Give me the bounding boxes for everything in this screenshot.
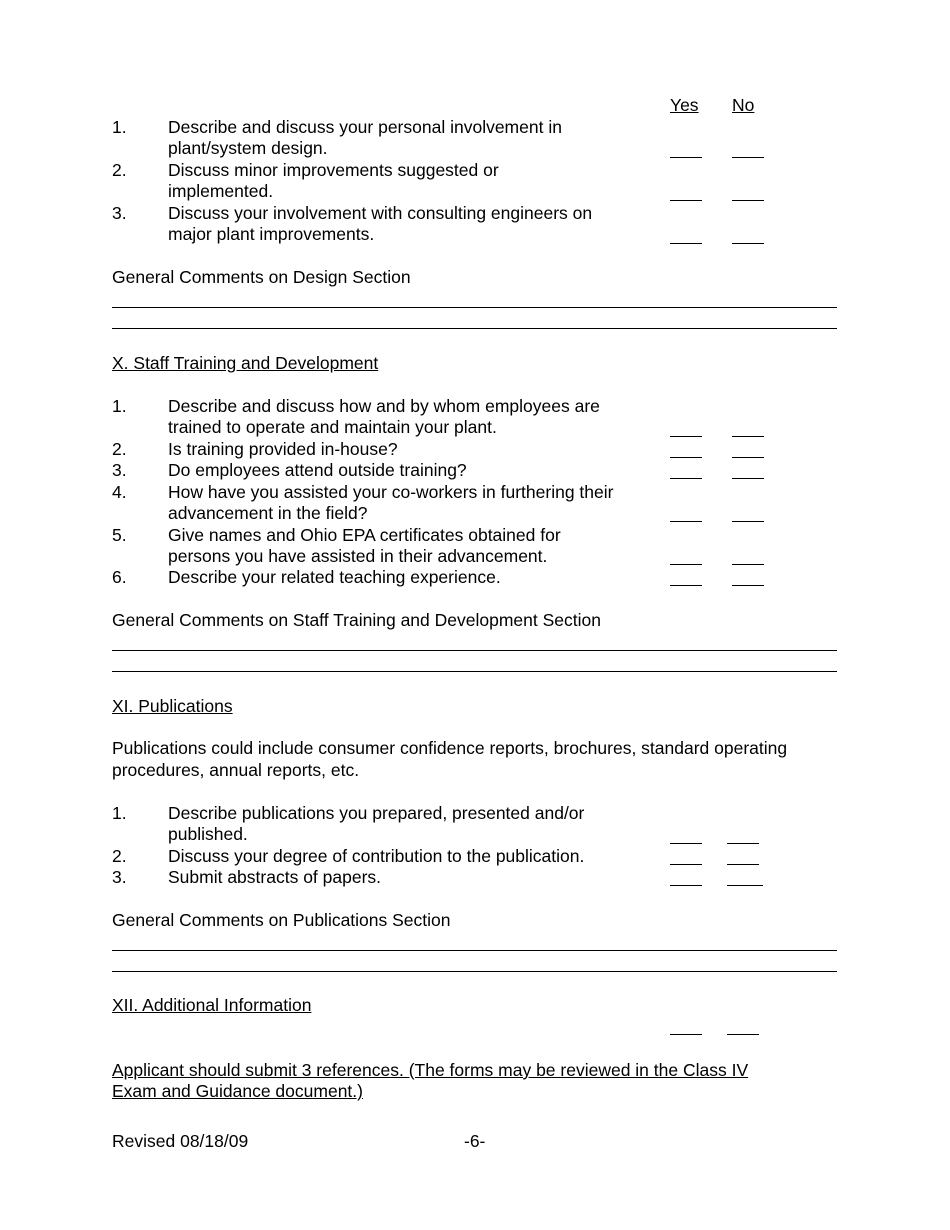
item-number: 1. <box>112 396 127 416</box>
no-answer-blank[interactable] <box>727 1034 759 1035</box>
yes-answer-blank[interactable] <box>670 457 702 458</box>
item-number: 4. <box>112 482 127 502</box>
yes-answer-blank[interactable] <box>670 1034 702 1035</box>
no-answer-blank[interactable] <box>727 843 759 844</box>
no-answer-blank[interactable] <box>727 864 759 865</box>
staff-comment-line-1[interactable] <box>112 650 837 651</box>
item-text: plant/system design. <box>168 138 328 158</box>
item-text: published. <box>168 824 248 844</box>
item-text: Is training provided in-house? <box>168 439 398 459</box>
item-text: Discuss your involvement with consulting engineers on <box>168 203 593 223</box>
yes-answer-blank[interactable] <box>670 564 702 565</box>
staff-comment-line-2[interactable] <box>112 671 837 672</box>
item-number: 3. <box>112 460 127 480</box>
item-number: 6. <box>112 567 127 587</box>
design-comments-label: General Comments on Design Section <box>112 267 411 287</box>
yes-answer-blank[interactable] <box>670 521 702 522</box>
no-answer-blank[interactable] <box>732 585 764 586</box>
yes-answer-blank[interactable] <box>670 885 702 886</box>
staff-training-heading: X. Staff Training and Development <box>112 353 379 373</box>
no-answer-blank[interactable] <box>732 521 764 522</box>
publications-comment-line-1[interactable] <box>112 950 837 951</box>
item-text: Do employees attend outside training? <box>168 460 467 480</box>
item-number: 3. <box>112 203 127 223</box>
item-text: Describe publications you prepared, presented and/or <box>168 803 585 823</box>
no-answer-blank[interactable] <box>732 436 764 437</box>
item-text: Describe and discuss how and by whom employees are <box>168 396 600 416</box>
additional-info-heading: XII. Additional Information <box>112 995 312 1015</box>
revision-date: Revised 08/18/09 <box>112 1131 249 1151</box>
item-number: 1. <box>112 117 127 137</box>
item-text: Discuss your degree of contribution to the publication. <box>168 846 585 866</box>
no-column-header: No <box>732 95 755 115</box>
publications-comments-label: General Comments on Publications Section <box>112 910 451 930</box>
item-text: implemented. <box>168 181 274 201</box>
item-number: 2. <box>112 846 127 866</box>
item-text: advancement in the field? <box>168 503 368 523</box>
item-text: Give names and Ohio EPA certificates obtained for <box>168 525 561 545</box>
no-answer-blank[interactable] <box>732 564 764 565</box>
publications-comment-line-2[interactable] <box>112 971 837 972</box>
references-note: Applicant should submit 3 references. (The forms may be reviewed in the Class IV <box>112 1060 749 1080</box>
design-comment-line-1[interactable] <box>112 307 837 308</box>
yes-answer-blank[interactable] <box>670 200 702 201</box>
yes-answer-blank[interactable] <box>670 478 702 479</box>
item-text: major plant improvements. <box>168 224 375 244</box>
item-text: Describe and discuss your personal involvement in <box>168 117 562 137</box>
no-answer-blank[interactable] <box>732 200 764 201</box>
publications-intro: Publications could include consumer confidence reports, brochures, standard operating <box>112 738 788 758</box>
yes-answer-blank[interactable] <box>670 436 702 437</box>
item-text: persons you have assisted in their advancement. <box>168 546 548 566</box>
page-number: -6- <box>464 1131 486 1151</box>
yes-answer-blank[interactable] <box>670 243 702 244</box>
no-answer-blank[interactable] <box>732 478 764 479</box>
yes-answer-blank[interactable] <box>670 585 702 586</box>
yes-answer-blank[interactable] <box>670 864 702 865</box>
no-answer-blank[interactable] <box>727 885 763 886</box>
no-answer-blank[interactable] <box>732 457 764 458</box>
references-note: Exam and Guidance document.) <box>112 1081 363 1101</box>
yes-column-header: Yes <box>670 95 699 115</box>
staff-comments-label: General Comments on Staff Training and Development Section <box>112 610 601 630</box>
item-text: trained to operate and maintain your plant. <box>168 417 497 437</box>
item-number: 1. <box>112 803 127 823</box>
item-text: Describe your related teaching experience. <box>168 567 501 587</box>
yes-answer-blank[interactable] <box>670 843 702 844</box>
no-answer-blank[interactable] <box>732 157 764 158</box>
publications-intro: procedures, annual reports, etc. <box>112 760 360 780</box>
item-number: 5. <box>112 525 127 545</box>
design-comment-line-2[interactable] <box>112 328 837 329</box>
item-number: 2. <box>112 160 127 180</box>
publications-heading: XI. Publications <box>112 696 233 716</box>
yes-answer-blank[interactable] <box>670 157 702 158</box>
no-answer-blank[interactable] <box>732 243 764 244</box>
item-text: Submit abstracts of papers. <box>168 867 382 887</box>
item-number: 3. <box>112 867 127 887</box>
item-number: 2. <box>112 439 127 459</box>
item-text: How have you assisted your co-workers in furthering their <box>168 482 614 502</box>
item-text: Discuss minor improvements suggested or <box>168 160 499 180</box>
